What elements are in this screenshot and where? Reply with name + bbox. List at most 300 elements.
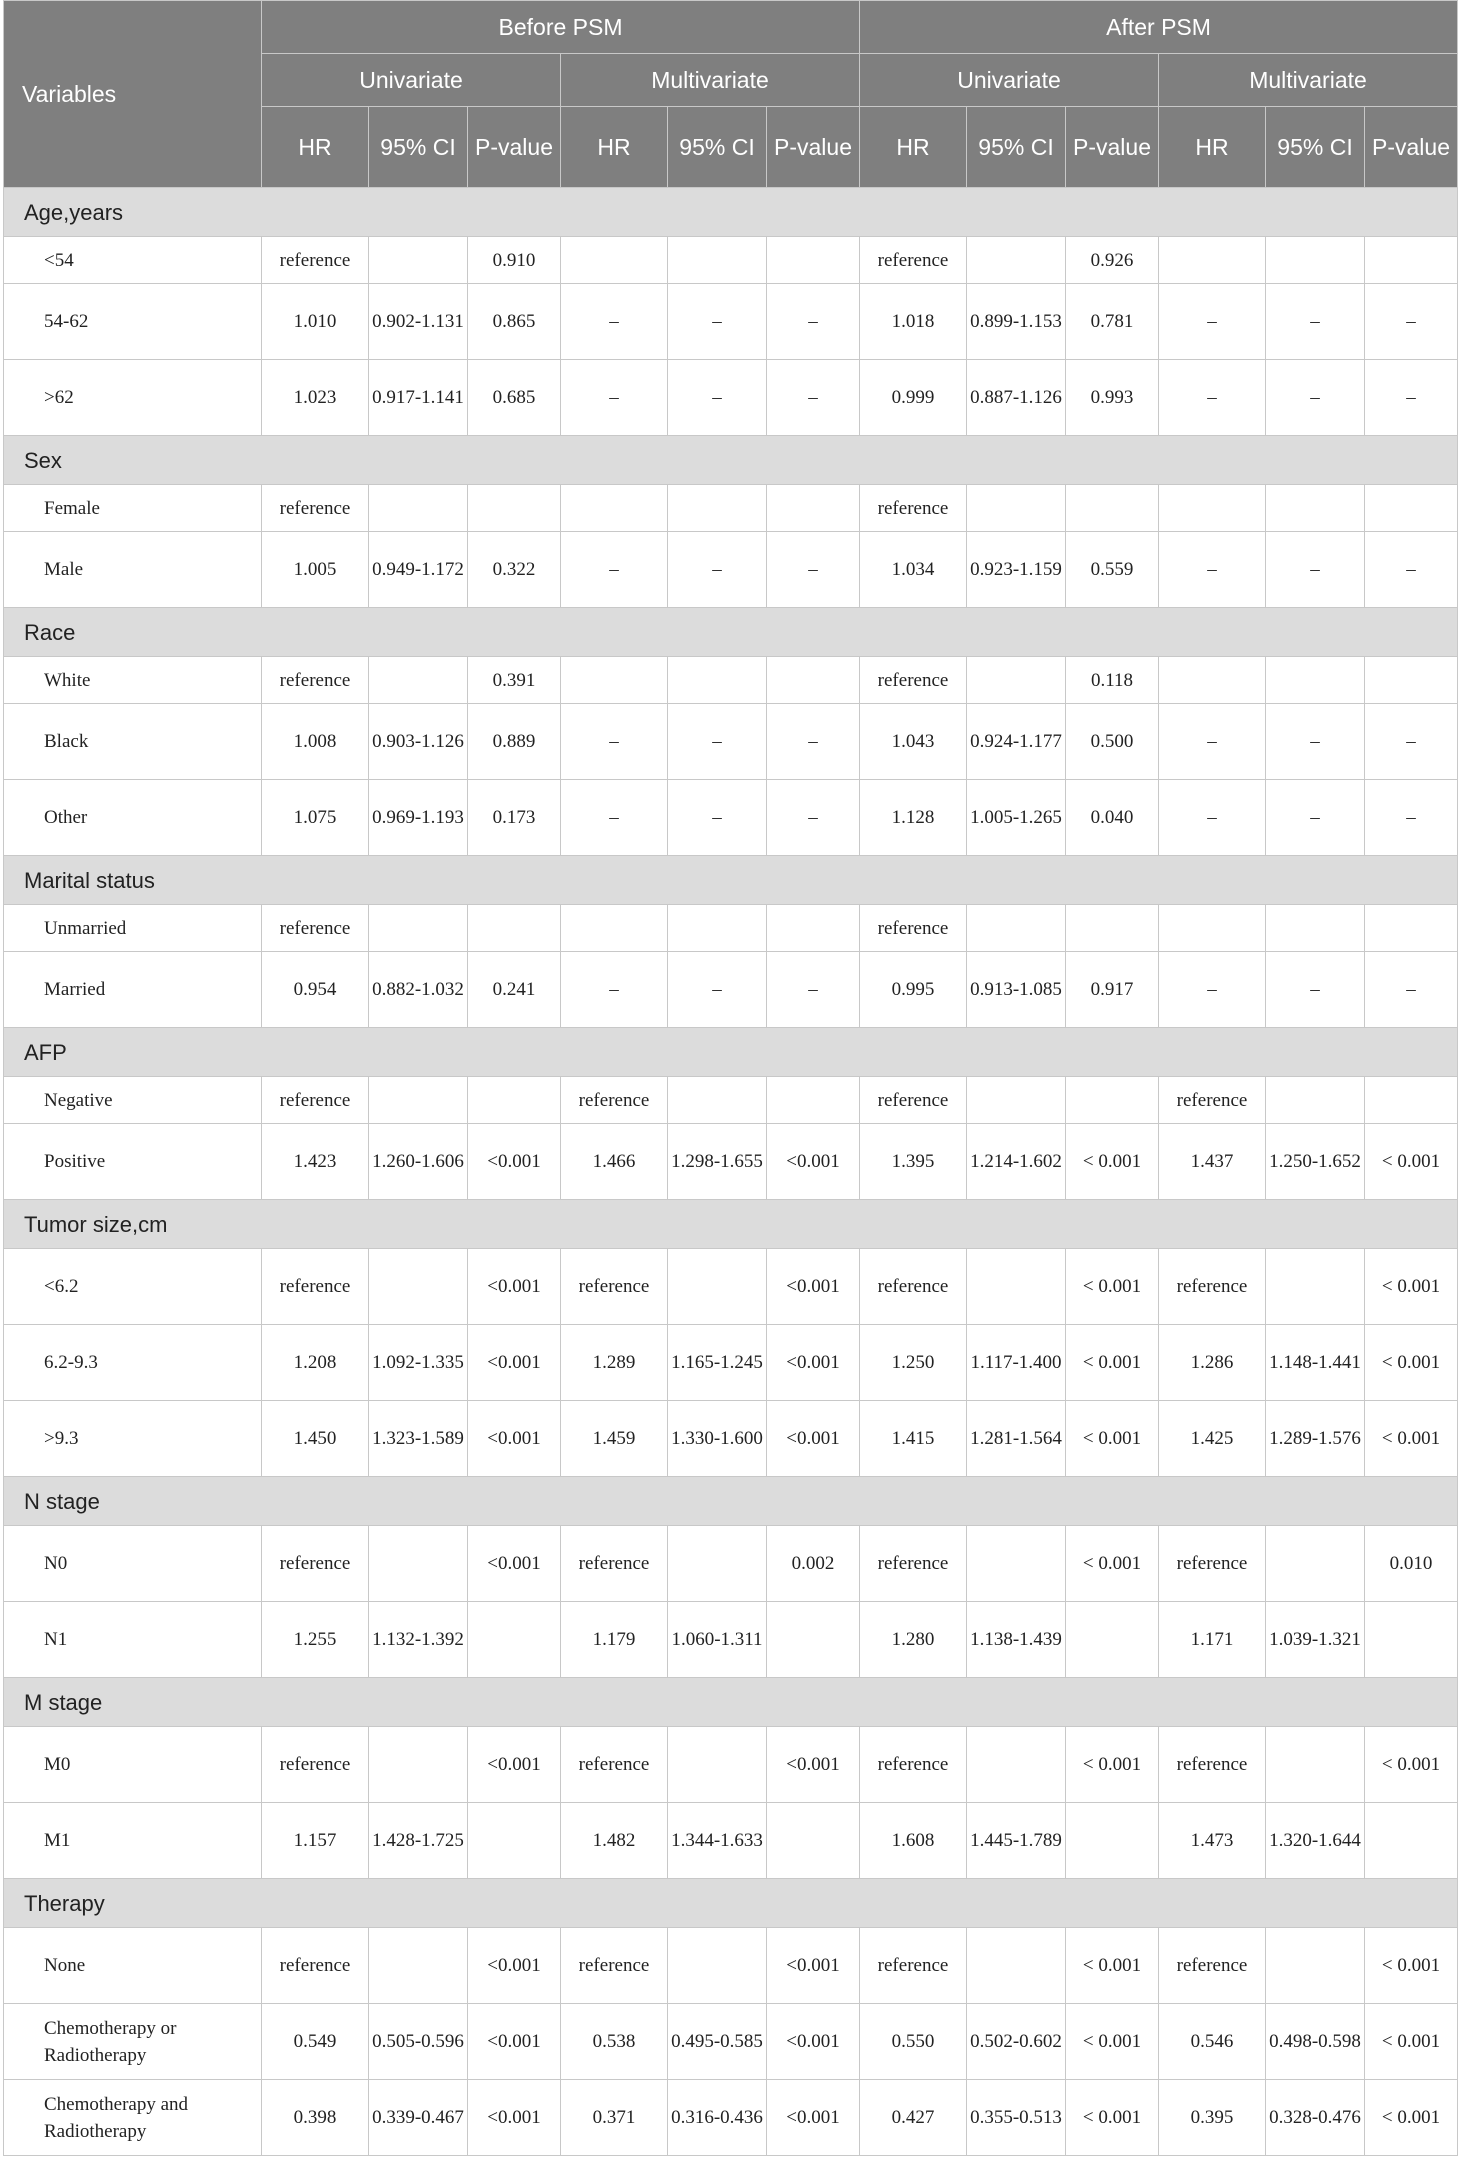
table-cell: 0.339-0.467	[369, 2080, 468, 2156]
table-cell: reference	[561, 1077, 668, 1124]
table-cell: 1.395	[860, 1124, 967, 1200]
row-label: None	[4, 1928, 262, 2004]
table-cell: <0.001	[468, 1526, 561, 1602]
table-cell: reference	[561, 1526, 668, 1602]
table-row	[4, 1602, 1458, 1678]
table-cell	[369, 1526, 468, 1602]
table-row	[4, 1325, 1458, 1401]
row-label: Chemotherapy and Radiotherapy	[4, 2080, 262, 2156]
table-cell	[1159, 485, 1266, 532]
table-cell: <0.001	[468, 1249, 561, 1325]
table-cell: 1.466	[561, 1124, 668, 1200]
table-cell	[1365, 237, 1458, 284]
table-cell: <0.001	[468, 1727, 561, 1803]
after-univariate-header: Univariate	[860, 54, 1159, 107]
table-cell: 0.322	[468, 532, 561, 608]
table-cell: 0.865	[468, 284, 561, 360]
table-cell: –	[1365, 952, 1458, 1028]
table-cell: 0.910	[468, 237, 561, 284]
table-row	[4, 1526, 1458, 1602]
ci-header: 95% CI	[369, 107, 468, 188]
table-cell: 1.214-1.602	[967, 1124, 1066, 1200]
table-cell: 0.427	[860, 2080, 967, 2156]
table-cell: reference	[860, 237, 967, 284]
table-cell: 1.138-1.439	[967, 1602, 1066, 1678]
table-cell: reference	[262, 1526, 369, 1602]
table-cell: reference	[860, 905, 967, 952]
table-cell: reference	[1159, 1526, 1266, 1602]
table-cell: 1.289-1.576	[1266, 1401, 1365, 1477]
table-cell: –	[1365, 360, 1458, 436]
table-cell: reference	[262, 1249, 369, 1325]
hr-header: HR	[561, 107, 668, 188]
table-cell: 1.039-1.321	[1266, 1602, 1365, 1678]
table-cell: –	[668, 532, 767, 608]
row-label: 6.2-9.3	[4, 1325, 262, 1401]
table-row	[4, 2080, 1458, 2156]
table-cell: < 0.001	[1066, 1401, 1159, 1477]
table-cell: 0.502-0.602	[967, 2004, 1066, 2080]
table-row	[4, 2004, 1458, 2080]
table-cell: < 0.001	[1066, 1325, 1159, 1401]
table-cell	[668, 1526, 767, 1602]
row-label: 54-62	[4, 284, 262, 360]
table-cell: –	[561, 532, 668, 608]
table-cell: reference	[860, 1727, 967, 1803]
row-label: Male	[4, 532, 262, 608]
table-cell: 1.289	[561, 1325, 668, 1401]
table-cell: 1.330-1.600	[668, 1401, 767, 1477]
table-cell: 1.043	[860, 704, 967, 780]
table-cell: 1.128	[860, 780, 967, 856]
table-cell: 0.500	[1066, 704, 1159, 780]
table-cell: < 0.001	[1066, 2080, 1159, 2156]
table-cell: reference	[561, 1928, 668, 2004]
table-cell: –	[1159, 952, 1266, 1028]
table-row	[4, 657, 1458, 704]
table-cell: reference	[1159, 1249, 1266, 1325]
variables-header: Variables	[4, 1, 262, 188]
table-cell: 0.241	[468, 952, 561, 1028]
table-cell: <0.001	[468, 2080, 561, 2156]
table-cell: 0.118	[1066, 657, 1159, 704]
group-row	[4, 1200, 1458, 1249]
table-cell: reference	[1159, 1077, 1266, 1124]
table-cell: <0.001	[468, 1401, 561, 1477]
table-cell: <0.001	[767, 1124, 860, 1200]
row-label: N1	[4, 1602, 262, 1678]
table-cell	[668, 237, 767, 284]
table-cell	[369, 1077, 468, 1124]
row-label: Other	[4, 780, 262, 856]
table-cell: 1.171	[1159, 1602, 1266, 1678]
table-cell: reference	[860, 1077, 967, 1124]
hr-header: HR	[262, 107, 369, 188]
table-cell: 1.344-1.633	[668, 1803, 767, 1879]
table-cell: –	[561, 284, 668, 360]
table-cell	[1266, 485, 1365, 532]
table-cell: reference	[1159, 1928, 1266, 2004]
table-row	[4, 1401, 1458, 1477]
table-cell: –	[1159, 532, 1266, 608]
table-cell: 0.882-1.032	[369, 952, 468, 1028]
group-label: N stage	[4, 1477, 1458, 1526]
table-cell	[767, 657, 860, 704]
table-cell: –	[561, 952, 668, 1028]
table-cell	[1266, 237, 1365, 284]
table-cell	[767, 1077, 860, 1124]
group-label: Race	[4, 608, 1458, 657]
table-cell: 1.075	[262, 780, 369, 856]
table-row	[4, 1124, 1458, 1200]
before-psm-header: Before PSM	[262, 1, 860, 54]
table-cell: 1.250-1.652	[1266, 1124, 1365, 1200]
table-cell	[1266, 1928, 1365, 2004]
table-cell: 1.148-1.441	[1266, 1325, 1365, 1401]
table-cell: < 0.001	[1365, 1727, 1458, 1803]
table-cell: 1.280	[860, 1602, 967, 1678]
table-cell: –	[1365, 704, 1458, 780]
table-cell	[1066, 1803, 1159, 1879]
table-cell: 1.415	[860, 1401, 967, 1477]
table-cell: –	[1266, 532, 1365, 608]
table-row	[4, 1077, 1458, 1124]
table-cell: 1.437	[1159, 1124, 1266, 1200]
table-cell: 0.685	[468, 360, 561, 436]
table-cell: –	[561, 780, 668, 856]
table-cell	[561, 657, 668, 704]
table-cell: <0.001	[468, 1928, 561, 2004]
table-cell: –	[668, 780, 767, 856]
table-cell: reference	[860, 1249, 967, 1325]
table-cell: < 0.001	[1365, 2080, 1458, 2156]
table-cell: <0.001	[767, 1401, 860, 1477]
table-cell: 0.923-1.159	[967, 532, 1066, 608]
group-row	[4, 608, 1458, 657]
table-cell: 0.010	[1365, 1526, 1458, 1602]
table-cell: < 0.001	[1365, 1401, 1458, 1477]
table-cell: –	[767, 360, 860, 436]
table-cell	[369, 1727, 468, 1803]
table-row	[4, 1727, 1458, 1803]
table-cell	[767, 485, 860, 532]
table-cell: 0.371	[561, 2080, 668, 2156]
table-cell: <0.001	[767, 1727, 860, 1803]
table-cell: 0.495-0.585	[668, 2004, 767, 2080]
table-cell: –	[668, 360, 767, 436]
table-cell: 0.917-1.141	[369, 360, 468, 436]
ci-header: 95% CI	[967, 107, 1066, 188]
table-cell	[1365, 1077, 1458, 1124]
table-cell: –	[561, 704, 668, 780]
table-cell: < 0.001	[1365, 1124, 1458, 1200]
table-cell: <0.001	[468, 1124, 561, 1200]
table-cell: 1.005	[262, 532, 369, 608]
table-cell	[967, 657, 1066, 704]
group-label: Marital status	[4, 856, 1458, 905]
table-cell	[767, 905, 860, 952]
row-label: Chemotherapy or Radiotherapy	[4, 2004, 262, 2080]
group-row	[4, 188, 1458, 237]
table-cell	[1365, 657, 1458, 704]
before-univariate-header: Univariate	[262, 54, 561, 107]
table-cell: 1.010	[262, 284, 369, 360]
table-cell	[967, 1249, 1066, 1325]
table-cell: 0.889	[468, 704, 561, 780]
table-cell: 1.250	[860, 1325, 967, 1401]
table-cell	[668, 1077, 767, 1124]
row-label: N0	[4, 1526, 262, 1602]
table-cell	[767, 1602, 860, 1678]
table-cell	[1159, 657, 1266, 704]
table-cell: –	[767, 952, 860, 1028]
table-cell: < 0.001	[1066, 1727, 1159, 1803]
table-cell: 1.208	[262, 1325, 369, 1401]
table-row	[4, 485, 1458, 532]
table-cell: < 0.001	[1066, 2004, 1159, 2080]
table-cell: –	[767, 704, 860, 780]
table-row	[4, 1249, 1458, 1325]
table-cell: < 0.001	[1365, 2004, 1458, 2080]
table-cell: 1.034	[860, 532, 967, 608]
table-cell: 1.286	[1159, 1325, 1266, 1401]
table-row	[4, 905, 1458, 952]
p-value-header: P-value	[1365, 107, 1458, 188]
table-cell	[561, 485, 668, 532]
group-row	[4, 1028, 1458, 1077]
table-cell: reference	[262, 1928, 369, 2004]
table-row	[4, 284, 1458, 360]
table-cell: 0.002	[767, 1526, 860, 1602]
table-cell: –	[1159, 780, 1266, 856]
group-label: M stage	[4, 1678, 1458, 1727]
table-cell: 1.425	[1159, 1401, 1266, 1477]
table-cell: –	[668, 704, 767, 780]
table-cell: 0.969-1.193	[369, 780, 468, 856]
table-cell: reference	[860, 1928, 967, 2004]
table-cell	[1066, 1077, 1159, 1124]
row-label: Positive	[4, 1124, 262, 1200]
table-cell: 0.498-0.598	[1266, 2004, 1365, 2080]
table-cell: 1.260-1.606	[369, 1124, 468, 1200]
table-cell: 1.255	[262, 1602, 369, 1678]
table-cell	[369, 1249, 468, 1325]
table-cell: 0.913-1.085	[967, 952, 1066, 1028]
table-cell	[967, 237, 1066, 284]
p-value-header: P-value	[767, 107, 860, 188]
table-cell	[967, 1077, 1066, 1124]
table-cell: 1.165-1.245	[668, 1325, 767, 1401]
group-label: Sex	[4, 436, 1458, 485]
table-cell	[668, 1928, 767, 2004]
before-multivariate-header: Multivariate	[561, 54, 860, 107]
table-cell	[468, 485, 561, 532]
hr-header: HR	[1159, 107, 1266, 188]
table-cell	[468, 1803, 561, 1879]
table-row	[4, 360, 1458, 436]
table-cell	[369, 485, 468, 532]
table-cell: 0.391	[468, 657, 561, 704]
table-cell: –	[1266, 704, 1365, 780]
table-cell: 0.781	[1066, 284, 1159, 360]
table-cell: 1.179	[561, 1602, 668, 1678]
table-cell: 1.005-1.265	[967, 780, 1066, 856]
table-cell: –	[767, 284, 860, 360]
table-cell: 1.459	[561, 1401, 668, 1477]
table-cell: 0.173	[468, 780, 561, 856]
p-value-header: P-value	[1066, 107, 1159, 188]
table-cell: 1.157	[262, 1803, 369, 1879]
table-cell	[561, 237, 668, 284]
ci-header: 95% CI	[1266, 107, 1365, 188]
table-cell: reference	[561, 1249, 668, 1325]
table-cell: 0.550	[860, 2004, 967, 2080]
ci-header: 95% CI	[668, 107, 767, 188]
table-cell: <0.001	[468, 1325, 561, 1401]
table-cell: –	[668, 952, 767, 1028]
table-cell: 0.549	[262, 2004, 369, 2080]
table-cell: –	[1159, 704, 1266, 780]
table-row	[4, 237, 1458, 284]
group-label: Age,years	[4, 188, 1458, 237]
table-cell	[468, 905, 561, 952]
table-cell: 0.949-1.172	[369, 532, 468, 608]
table-cell	[967, 1727, 1066, 1803]
table-cell: –	[1365, 284, 1458, 360]
table-cell: < 0.001	[1365, 1325, 1458, 1401]
table-cell: 1.428-1.725	[369, 1803, 468, 1879]
table-cell: reference	[262, 1727, 369, 1803]
table-cell: < 0.001	[1365, 1249, 1458, 1325]
table-cell: <0.001	[767, 1928, 860, 2004]
table-cell: reference	[860, 1526, 967, 1602]
table-cell	[468, 1602, 561, 1678]
table-cell	[1365, 905, 1458, 952]
table-cell: 1.092-1.335	[369, 1325, 468, 1401]
table-cell: <0.001	[468, 2004, 561, 2080]
table-row	[4, 1928, 1458, 2004]
table-cell: reference	[262, 1077, 369, 1124]
table-cell	[668, 1249, 767, 1325]
table-cell	[1066, 485, 1159, 532]
table-body	[4, 188, 1458, 2156]
table-cell	[1266, 1526, 1365, 1602]
table-cell: 0.505-0.596	[369, 2004, 468, 2080]
table-cell: 1.018	[860, 284, 967, 360]
table-cell: reference	[262, 905, 369, 952]
table-cell	[967, 485, 1066, 532]
table-cell: 0.926	[1066, 237, 1159, 284]
table-cell: < 0.001	[1066, 1249, 1159, 1325]
table-cell: –	[1365, 532, 1458, 608]
table-row	[4, 1803, 1458, 1879]
row-label: White	[4, 657, 262, 704]
table-cell: 0.355-0.513	[967, 2080, 1066, 2156]
table-cell: 1.445-1.789	[967, 1803, 1066, 1879]
table-cell: 1.320-1.644	[1266, 1803, 1365, 1879]
table-cell	[369, 905, 468, 952]
row-label: Married	[4, 952, 262, 1028]
table-cell	[1159, 237, 1266, 284]
table-cell	[668, 657, 767, 704]
table-cell: reference	[262, 237, 369, 284]
table-cell: < 0.001	[1066, 1124, 1159, 1200]
cox-regression-table	[3, 0, 1458, 2156]
table-cell: –	[1159, 360, 1266, 436]
table-cell: 0.538	[561, 2004, 668, 2080]
table-cell	[1365, 485, 1458, 532]
table-cell	[369, 657, 468, 704]
table-cell: 0.954	[262, 952, 369, 1028]
table-cell: 1.482	[561, 1803, 668, 1879]
table-cell: 1.023	[262, 360, 369, 436]
table-cell	[561, 905, 668, 952]
group-row	[4, 856, 1458, 905]
group-label: AFP	[4, 1028, 1458, 1077]
table-cell: 1.117-1.400	[967, 1325, 1066, 1401]
table-cell: 1.008	[262, 704, 369, 780]
table-cell: reference	[262, 657, 369, 704]
table-cell: <0.001	[767, 2004, 860, 2080]
table-cell: 0.903-1.126	[369, 704, 468, 780]
table-cell: 0.999	[860, 360, 967, 436]
table-row	[4, 704, 1458, 780]
table-cell	[1266, 1077, 1365, 1124]
table-cell: <0.001	[767, 2080, 860, 2156]
table-cell	[967, 1928, 1066, 2004]
p-value-header: P-value	[468, 107, 561, 188]
table-cell	[468, 1077, 561, 1124]
table-cell: 0.993	[1066, 360, 1159, 436]
table-cell: 0.328-0.476	[1266, 2080, 1365, 2156]
table-cell	[1066, 905, 1159, 952]
table-cell: 1.473	[1159, 1803, 1266, 1879]
table-cell	[1266, 905, 1365, 952]
table-cell	[668, 1727, 767, 1803]
group-label: Therapy	[4, 1879, 1458, 1928]
table-cell: –	[1159, 284, 1266, 360]
table-cell: –	[1266, 360, 1365, 436]
table-cell: –	[767, 532, 860, 608]
row-label: >9.3	[4, 1401, 262, 1477]
row-label: M0	[4, 1727, 262, 1803]
table-cell: 0.899-1.153	[967, 284, 1066, 360]
table-cell: 0.316-0.436	[668, 2080, 767, 2156]
group-row	[4, 1879, 1458, 1928]
row-label: <6.2	[4, 1249, 262, 1325]
table-cell: –	[1365, 780, 1458, 856]
group-label: Tumor size,cm	[4, 1200, 1458, 1249]
table-cell: 1.423	[262, 1124, 369, 1200]
table-cell	[668, 485, 767, 532]
row-label: Female	[4, 485, 262, 532]
table-cell: 0.398	[262, 2080, 369, 2156]
group-row	[4, 1477, 1458, 1526]
table-cell	[1365, 1803, 1458, 1879]
table-cell: 0.395	[1159, 2080, 1266, 2156]
table-cell: 0.040	[1066, 780, 1159, 856]
table-cell	[767, 1803, 860, 1879]
table-cell: 1.281-1.564	[967, 1401, 1066, 1477]
table-cell	[369, 237, 468, 284]
table-cell: reference	[860, 485, 967, 532]
table-cell: 0.924-1.177	[967, 704, 1066, 780]
table-cell: < 0.001	[1066, 1526, 1159, 1602]
table-cell	[369, 1928, 468, 2004]
table-cell: –	[1266, 952, 1365, 1028]
table-row	[4, 952, 1458, 1028]
table-cell	[767, 237, 860, 284]
